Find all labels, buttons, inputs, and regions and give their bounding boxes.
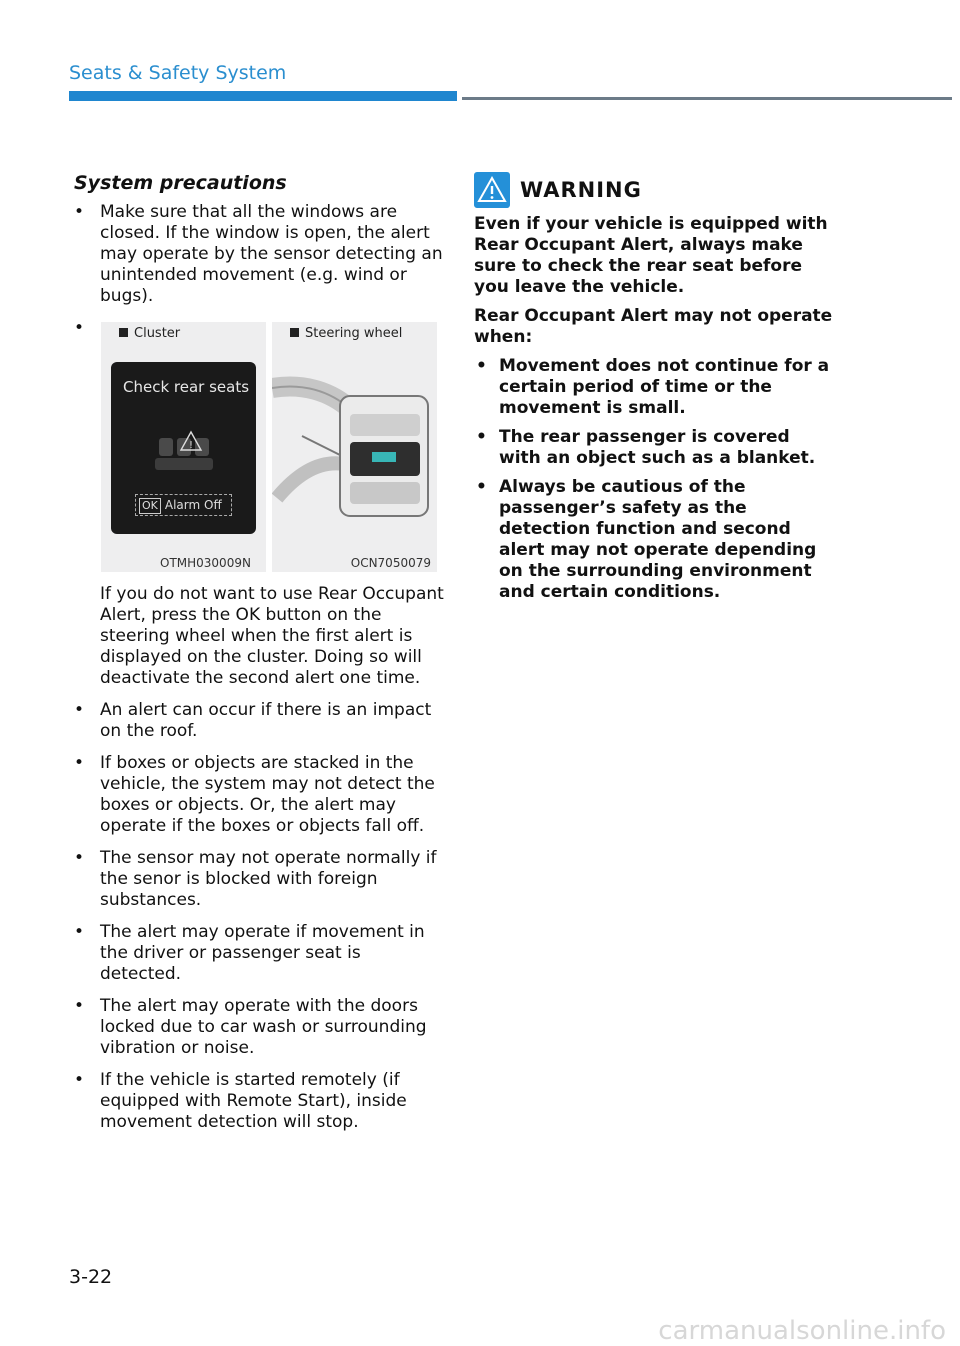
bullet-dot: • [74, 700, 85, 720]
warning-text: Even if your vehicle is equipped with Rear Occupant Alert, always make sure to check the rear seat before you leave the vehicle. [474, 214, 828, 297]
figure-row [74, 318, 444, 574]
list-item-text: The alert may operate with the doors locked due to car wash or surrounding vibration or noise. [100, 996, 427, 1058]
svg-text:!: ! [188, 440, 194, 451]
figure-caption: Cluster [119, 326, 180, 341]
list-item [74, 202, 444, 307]
ok-badge: OK [139, 498, 161, 514]
warning-box [474, 172, 834, 611]
warning-list-item [474, 356, 834, 419]
list-item [74, 700, 444, 742]
explanation-paragraph: If you do not want to use Rear Occupant Alert, press the OK button on the steering wheel when the first alert is displayed on the cluster. Doing so will deactivate the second alert one time. [100, 584, 444, 688]
warning-item-text: Movement does not continue for a certain period of time or the movement is small. [499, 356, 830, 418]
figure-code: OTMH030009N [160, 556, 251, 570]
bullet-dot: • [476, 427, 487, 447]
warning-text: Rear Occupant Alert may not operate when: [474, 306, 833, 347]
warning-list-item [474, 477, 834, 603]
warning-icon [474, 172, 510, 208]
section-heading: System precautions [74, 172, 287, 194]
figure-caption: Steering wheel [290, 326, 402, 341]
list-item-text: Make sure that all the windows are closed. If the window is open, the alert may operate by the sensor detecting an unintended movement (e.g. wind or bugs). [100, 202, 443, 306]
alarm-off-indicator [135, 494, 232, 516]
steering-wheel-figure [272, 322, 437, 572]
figure-code: OCN7050079 [350, 556, 431, 570]
left-column [74, 172, 444, 1144]
warning-label: WARNING [520, 178, 642, 202]
warning-item-text: Always be cautious of the passenger’s safety as the detection function and second alert may not operate depending on the surrounding environment and certain conditions. [499, 477, 817, 602]
cluster-display [111, 362, 256, 534]
bullet-dot: • [476, 477, 487, 497]
warning-item-text: The rear passenger is covered with an object such as a blanket. [499, 427, 816, 468]
list-item-text: The alert may operate if movement in the driver or passenger seat is detected. [100, 922, 425, 984]
bullet-dot: • [74, 996, 85, 1016]
list-item-text: The sensor may not operate normally if the senor is blocked with foreign substances. [100, 848, 437, 910]
bullet-dot: • [74, 202, 85, 222]
section-title: Seats & Safety System [69, 62, 287, 84]
header-accent-bar [69, 91, 457, 101]
alarm-off-label: Alarm Off [164, 498, 222, 512]
list-item [74, 996, 444, 1059]
list-item-text: If boxes or objects are stacked in the vehicle, the system may not detect the boxes or objects. Or, the alert may operate if the boxes or objects fall off. [100, 753, 435, 836]
list-item [74, 848, 444, 911]
bullet-dot: • [74, 848, 85, 868]
warning-header [474, 172, 834, 210]
square-marker-icon [290, 328, 299, 337]
bullet-dot: • [74, 318, 85, 338]
list-item-text: An alert can occur if there is an impact on the roof. [100, 700, 432, 741]
cluster-figure [101, 322, 266, 572]
steering-wheel-illustration [272, 348, 437, 548]
list-item [74, 922, 444, 985]
bullet-dot: • [74, 753, 85, 773]
list-item [74, 753, 444, 837]
bullet-dot: • [74, 922, 85, 942]
bullet-dot: • [74, 1070, 85, 1090]
rear-seats-icon [153, 430, 215, 482]
watermark: carmanualsonline.info [658, 1316, 946, 1346]
list-item [74, 1070, 444, 1133]
cluster-message: Check rear seats [123, 378, 250, 396]
bullet-dot: • [476, 356, 487, 376]
list-item-text: If the vehicle is started remotely (if equipped with Remote Start), inside movement detection will stop. [100, 1070, 407, 1132]
page-number: 3-22 [69, 1266, 113, 1288]
square-marker-icon [119, 328, 128, 337]
header-rule [462, 97, 952, 100]
warning-list-item [474, 427, 834, 469]
